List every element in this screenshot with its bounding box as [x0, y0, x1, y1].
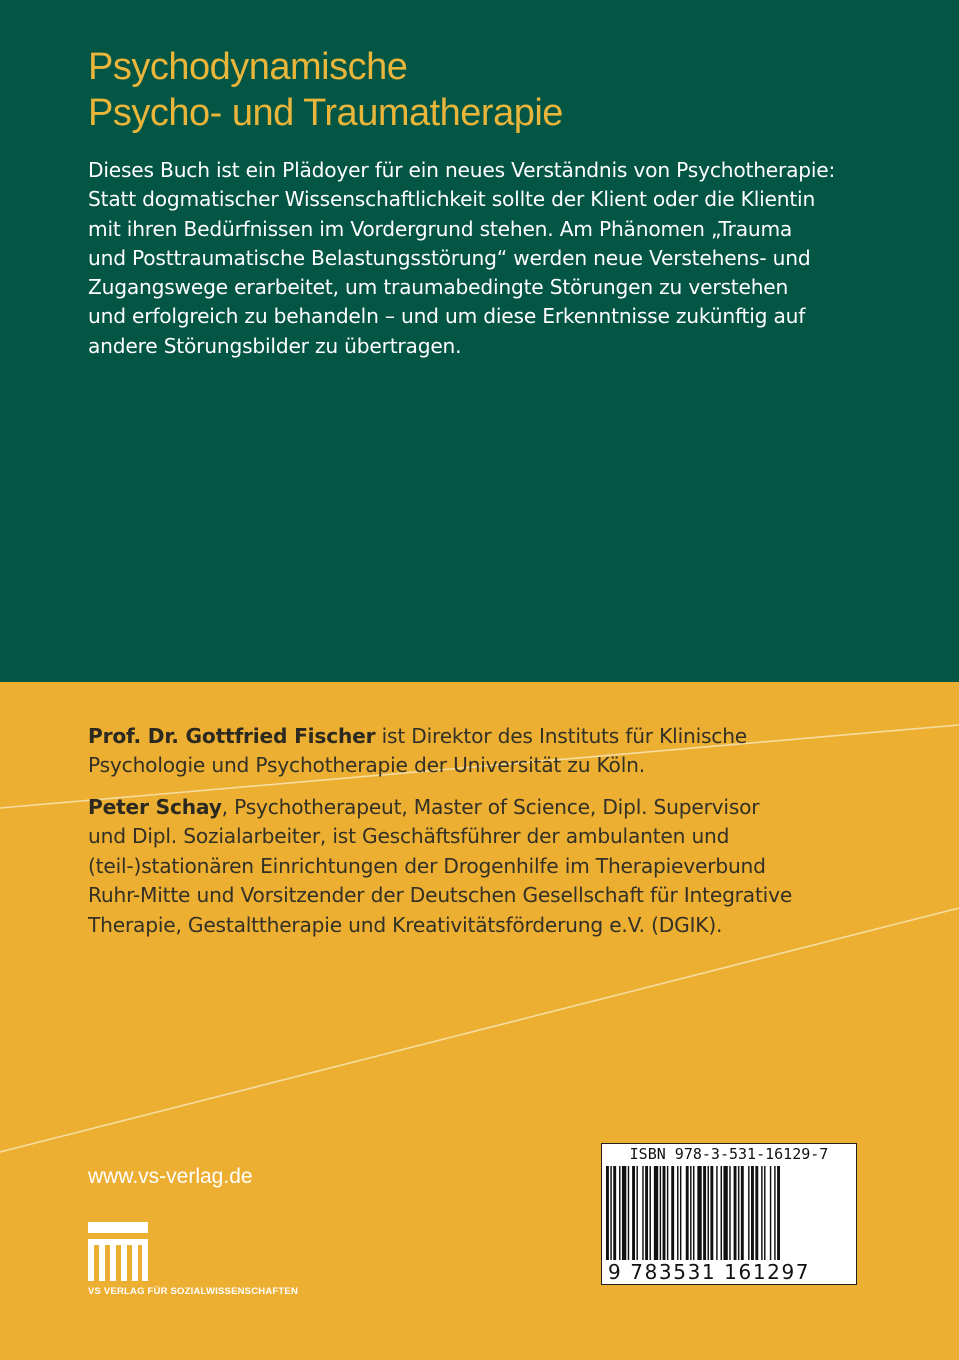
barcode-bar [721, 1166, 722, 1260]
description-line: andere Störungsbilder zu übertragen. [88, 333, 462, 358]
bio-text: (teil-)stationären Einrichtungen der Drogenhilfe im Therapieverbund [88, 853, 766, 878]
barcode-bar [777, 1166, 780, 1260]
book-title [88, 44, 563, 136]
author-bio-fischer [88, 722, 878, 781]
description-line: Dieses Buch ist ein Plädoyer für ein neues Verständnis von Psychotherapie: [88, 158, 836, 182]
barcode-bar [613, 1166, 616, 1260]
barcode-bar [645, 1166, 648, 1260]
bio-text: Ruhr-Mitte und Vorsitzender der Deutschen Gesellschaft für Integrative [88, 883, 793, 908]
description-line: und Posttraumatische Belastungsstörung“ werden neue Verstehens- und [88, 245, 811, 270]
barcode-bar [632, 1166, 635, 1260]
barcode-bar [654, 1166, 658, 1260]
book-title-line-2: Psycho- und Traumatherapie [88, 92, 563, 134]
publisher-logo-text: VS VERLAG FÜR SOZIALWISSENSCHAFTEN [88, 1286, 299, 1297]
bio-text: , Psychotherapeut, Master of Science, Dipl. Supervisor [221, 795, 760, 819]
barcode-bar [680, 1166, 681, 1260]
author-name-fischer: Prof. Dr. Gottfried Fischer [88, 724, 376, 748]
barcode-bar [703, 1166, 706, 1260]
description-line: Zugangswege erarbeitet, um traumabedingte Störungen zu verstehen [88, 275, 789, 300]
book-title-line-1: Psychodynamische [88, 46, 408, 88]
author-bio-schay [88, 793, 878, 940]
bio-text: Psychologie und Psychotherapie der Universität zu Köln. [88, 753, 645, 778]
barcode-bar [606, 1166, 609, 1260]
bio-text: ist Direktor des Instituts für Klinische [375, 724, 748, 748]
barcode-bar [660, 1166, 661, 1260]
isbn-barcode [601, 1143, 857, 1285]
barcode-bar [693, 1166, 694, 1260]
barcode-bar [774, 1166, 775, 1260]
barcode-bar [622, 1166, 626, 1260]
barcode-bar [642, 1166, 643, 1260]
bio-text: und Dipl. Sozialarbeiter, ist Geschäftsführer der ambulanten und [88, 824, 730, 849]
description-line: Statt dogmatischer Wissenschaftlichkeit sollte der Klient oder die Klientin [88, 187, 816, 212]
isbn-digits: 9 783531 161297 [608, 1260, 811, 1284]
barcode-bar [610, 1166, 611, 1260]
bio-text: Therapie, Gestalttherapie und Kreativitätsförderung e.V. (DGIK). [88, 912, 723, 937]
barcode-bar [671, 1166, 674, 1260]
barcode-bar [650, 1166, 651, 1260]
barcode-bar [751, 1166, 754, 1260]
decorative-line-lower [0, 908, 959, 1152]
barcode-bar [677, 1166, 678, 1260]
barcode-bar [764, 1166, 765, 1260]
barcode-bar [770, 1166, 771, 1260]
barcode-bars [606, 1166, 852, 1260]
barcode-bar [636, 1166, 637, 1260]
publisher-url[interactable]: www.vs-verlag.de [88, 1165, 253, 1188]
barcode-bar [686, 1166, 689, 1260]
barcode-bar [663, 1166, 666, 1260]
barcode-bar [667, 1166, 668, 1260]
book-description [88, 156, 878, 361]
barcode-bar [708, 1166, 709, 1260]
isbn-label: ISBN 978-3-531-16129-7 [629, 1145, 829, 1163]
barcode-bar [734, 1166, 737, 1260]
cover-bottom-panel [0, 682, 959, 1360]
barcode-bar [729, 1166, 730, 1260]
author-name-schay: Peter Schay [88, 795, 222, 819]
barcode-bar [723, 1166, 727, 1260]
description-line: und erfolgreich zu behandeln – und um diese Erkenntnisse zukünftig auf [88, 304, 806, 329]
barcode-bar [710, 1166, 713, 1260]
barcode-bar [697, 1166, 701, 1260]
barcode-bar [716, 1166, 717, 1260]
barcode-bar [628, 1166, 629, 1260]
description-line: mit ihren Bedürfnissen im Vordergrund stehen. Am Phänomen „Trauma [88, 216, 793, 241]
barcode-bar [748, 1166, 749, 1260]
barcode-bar [619, 1166, 620, 1260]
barcode-bar [761, 1166, 762, 1260]
barcode-bar [690, 1166, 691, 1260]
barcode-bar [755, 1166, 758, 1260]
barcode-bar [741, 1166, 744, 1260]
barcode-bar [738, 1166, 739, 1260]
